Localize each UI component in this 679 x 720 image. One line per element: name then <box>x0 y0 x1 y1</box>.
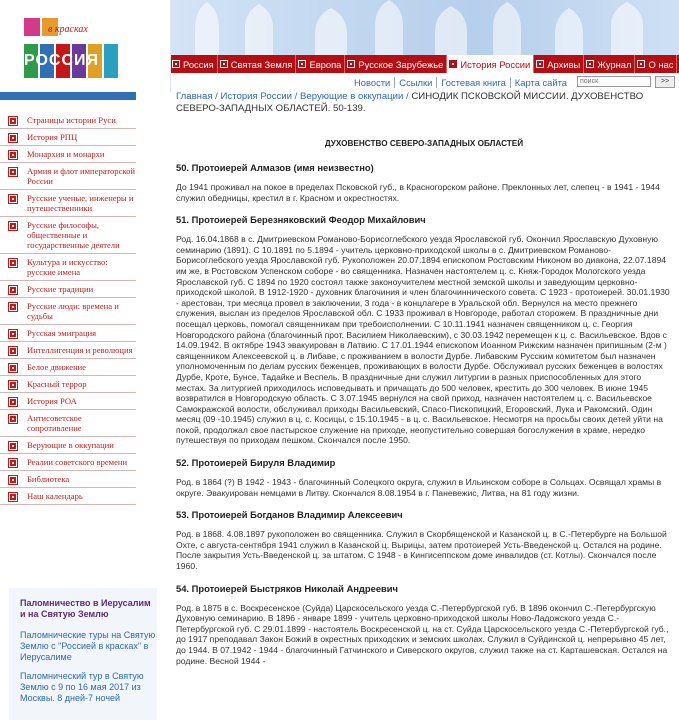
square-bullet-icon <box>172 60 180 68</box>
pilgrimage-promo <box>9 588 157 720</box>
entry-title: 51. Протоиерей Березняковский Феодор Михайлович <box>176 214 426 226</box>
entry-title: 52. Протоиерей Бируля Владимир <box>176 457 336 469</box>
entry-title: 50. Протоиерей Алмазов (имя неизвестно) <box>176 162 374 173</box>
square-bullet-icon <box>9 330 17 338</box>
topnav-item[interactable] <box>584 55 635 73</box>
sidebar-item[interactable] <box>0 298 136 325</box>
sidebar-item[interactable] <box>0 163 136 190</box>
entry-text: Род. 16.04.1868 в с. Дмитриевском Романово-Борисоглебского уезда Ярославской губ. Окончил Ярославскую Духовную семинарию (1891). С 10.1891 по 5.1894 - учитель церковно-приходской школы в с. Дмитриевском Романово-Борисоглебского уезда Ярославской губ. Рукоположен 20.07.1894 епископом Ростовским Никоном во диакона, 22.07.1894 им же, в Ростовском Успенском соборе - во священника. Назначен настоятелем ц. с. Княж-Городок Мологского уезда Ярославской губ. С 1894 по 1920 состоял также законоучителем местной земской школы и заведующим церковно-приходской школой. В 1912-1920 - духовник благочиния и член благочиннического совета. С 1923 - протоиерей. 30.01.1930 - арестован, три месяца провел в заключении, 3 года - в концлагере в Уральской обл. Вернулся на место прежнего служения, выслан из пределов Ярославской обл. С 1933 проживал в Новгороде, работал сторожем. В праздничные дни посещал церковь, помогал священникам при требоисполнении. С 10.11.1941 назначен священником ц. с. Георгия Новгородского района (благочинный прот. Василием Николаевским), с 30.03.1942 перемещен к ц. с. Васильевское. Вдов с 14.09.1942. В октябре 1943 эвакуирован в Латвию. С 17.01.1944 епископом Иоанном Рижским назначен припишным (2-м ) священником Алексеевской ц. в Либаве, с проживанием в волости Дурбе. Либавским Русским комитетом был назначен уполномоченным по делам русских беженцев, проживающих в волости Дурбе. Обслуживал русских беженцев в волостях Дурбе, Кроте, Бунсе, Тадайке и Веспель. В праздничные дни служил литургии в разных приспособленных для этого местах. За литургией приходилось исповедывать и причащать до 500 человек, крестить до 300 человек. В июне 1945 возвратился в Новгородскую область. С 3.07.1945 вернулся на свой приход, назначен настоятелем ц. с. Васильевское Самокражской волости, обслуживал приходы Васильевский, Спасо-Пископицкий, Егоровский, Лука и Ракомский. Один месяц (09 -10.1945) служил в ц. с. Косицы, с 15.10.1945 - в ц. с. Васильевское. Несмотря на просьбы своих детей уйти на покой, продолжал свое пастырское служение на приходе, неопустительно совершая богослужения в храме, нередко путешествуя по приходам пешком. Скончался после 1950. <box>176 234 670 446</box>
sidebar-item-label: Армия и флот императорской России <box>27 166 136 186</box>
topnav-item[interactable] <box>296 55 345 73</box>
sidebar-item-label: Белое движение <box>27 362 87 372</box>
breadcrumb: Главная / История России / Верующие в оккупации / СИНОДИК ПСКОВСКОЙ МИССИИ. ДУХОВЕНСТВО СЕВЕРО-ЗАПАДНЫХ ОБЛАСТЕЙ. 50-139. <box>176 91 644 114</box>
topnav-label: Россия <box>183 58 214 70</box>
sidebar-item-label: Библиотека <box>27 474 70 484</box>
sidebar-item-label: Русские ученые, инженеры и путешественники <box>27 193 134 213</box>
square-bullet-icon <box>347 60 355 68</box>
sidebar-item[interactable] <box>0 325 136 342</box>
entry-text: Род. в 1868. 4.08.1897 рукоположен во священника. Служил в Скорбященской и Казанской ц. в С.-Петербурге на Большой Охте, с августа-сентября 1941 служил в Казанской ц. Вырицы, затем протоиерей Усть-Введенской ц. Остался на родине. После закрытия Усть-Введенской ц. за штатом. С 1948 - в Кингисеппском доме инвалидов (ст. Котлы). Скончался после 1960. <box>176 529 667 572</box>
sidebar-item[interactable] <box>0 393 136 410</box>
logo-main-text: РОССИЯ <box>24 52 100 69</box>
square-bullet-icon <box>9 117 17 125</box>
sidebar-item-label: Верующие в оккупации <box>27 440 114 450</box>
breadcrumb-history[interactable]: История России <box>220 91 293 102</box>
entry-text: Род. в 1875 в с. Воскресенское (Суйда) Царскосельского уезда С.-Петербургской губ. В 1896 окончил С.-Петербургскую Духовную семинарию. В 1896 - январе 1899 - учитель церковно-приходской школы Ново-Ладожского уезда С.-Петербургской губ. С 29.01.1899 - настоятель Воскресенской ц. на ст. Суйда Царскосельского уезда С.-Петербургской губ., до 1917 преподавал Закон Божий в окрестных приходских и земских школах. Служил в Суйдинской ц. непрерывно 45 лет, до 1944. В 07.1942 - 1944 - благочинный Гатчинского и Сиверского округов, служил также на ст. Карташевская. Остался на родине. Весной 1944 - <box>176 602 669 666</box>
breadcrumb-home[interactable]: Главная <box>176 91 213 102</box>
search-button[interactable]: >> <box>655 76 675 88</box>
search-input[interactable] <box>577 76 651 87</box>
sidebar-item[interactable] <box>0 376 136 393</box>
sidebar-item-label: Русская эмиграция <box>27 328 97 338</box>
sidebar-item-label: Монархия и монархи <box>27 149 105 159</box>
sidebar-item-label: Русские люди: времена и судьбы <box>27 301 119 321</box>
topnav-item[interactable] <box>218 55 297 73</box>
sidebar-item-label: Русские философы, общественные и государственные деятели <box>27 220 120 250</box>
section-title: ДУХОВЕНСТВО СЕВЕРО-ЗАПАДНЫХ ОБЛАСТЕЙ <box>324 139 524 148</box>
sidebar-item[interactable] <box>0 190 136 217</box>
entries-list <box>176 162 672 666</box>
sidebar-item[interactable] <box>0 437 136 454</box>
sidebar-item[interactable] <box>0 254 136 281</box>
sidebar-item-label: Культура и искусство: русские имена <box>27 257 108 277</box>
square-bullet-icon <box>9 222 17 230</box>
square-bullet-icon <box>9 347 17 355</box>
topnav-item[interactable] <box>170 55 218 73</box>
sidebar-item-label: Русские традиции <box>27 284 94 294</box>
square-bullet-icon <box>9 476 17 484</box>
sidebar-item[interactable] <box>0 488 136 505</box>
sidebar-item[interactable] <box>0 359 136 376</box>
square-bullet-icon <box>9 398 17 406</box>
square-bullet-icon <box>586 60 594 68</box>
sidebar-item[interactable] <box>0 471 136 488</box>
top-navigation <box>170 55 679 73</box>
square-bullet-icon <box>9 381 17 389</box>
topnav-label: Русское Зарубежье <box>358 58 444 70</box>
square-bullet-icon <box>9 303 17 311</box>
square-bullet-icon <box>298 60 306 68</box>
sidebar-item[interactable] <box>0 129 136 146</box>
square-bullet-icon <box>9 442 17 450</box>
square-bullet-icon <box>9 286 17 294</box>
topnav-item[interactable] <box>534 55 584 73</box>
sidebar-item[interactable] <box>0 281 136 298</box>
secondary-navigation <box>350 74 571 90</box>
subnav-links[interactable]: Ссылки <box>395 77 437 88</box>
square-bullet-icon <box>9 151 17 159</box>
sidebar-item[interactable] <box>0 454 136 471</box>
square-bullet-icon <box>9 134 17 142</box>
subnav-guestbook[interactable]: Гостевая книга <box>437 77 510 88</box>
subnav-news[interactable]: Новости <box>350 77 395 88</box>
square-bullet-icon <box>9 493 17 501</box>
square-bullet-icon <box>449 60 457 68</box>
square-bullet-icon <box>536 60 544 68</box>
square-bullet-icon <box>220 60 228 68</box>
sidebar-item-label: Наш календарь <box>27 491 83 501</box>
sidebar-item-label: История РПЦ <box>27 132 78 142</box>
sidebar-item[interactable] <box>0 410 136 437</box>
square-bullet-icon <box>637 60 645 68</box>
square-bullet-icon <box>9 195 17 203</box>
church-domes-decoration <box>175 0 679 55</box>
topnav-label: Святая Земля <box>230 58 293 70</box>
main-content <box>176 91 672 677</box>
entry-title: 53. Протоиерей Богданов Владимир Алексеевич <box>176 509 403 521</box>
square-bullet-icon <box>9 415 17 423</box>
sidebar-item[interactable] <box>0 342 136 359</box>
topnav-label: Европа <box>309 58 342 70</box>
breadcrumb-believers[interactable]: Верующие в оккупации <box>300 91 404 102</box>
breadcrumb-current: СИНОДИК ПСКОВСКОЙ МИССИИ. ДУХОВЕНСТВО СЕВЕРО-ЗАПАДНЫХ ОБЛАСТЕЙ. 50-139. <box>176 91 644 114</box>
sidebar-item-label: Страницы истории Руси <box>27 115 116 125</box>
topnav-item[interactable] <box>345 55 447 73</box>
topnav-label: Журнал <box>597 58 632 70</box>
sidebar-item-label: История РОА <box>27 396 77 406</box>
sidebar-item[interactable] <box>0 112 136 129</box>
topnav-item[interactable] <box>635 55 677 73</box>
subnav-sitemap[interactable]: Карта сайта <box>514 76 568 88</box>
square-bullet-icon <box>9 168 17 176</box>
sidebar-item[interactable] <box>0 146 136 163</box>
square-bullet-icon <box>9 259 17 267</box>
square-bullet-icon <box>9 459 17 467</box>
sidebar-item-label: Интеллигенция и революция <box>27 345 133 355</box>
promo-title[interactable]: Паломничество в Иерусалим и на Святую Землю <box>20 598 151 619</box>
promo-item[interactable]: Паломнический тур в Святую Землю с 9 по 16 мая 2017 из Москвы. 8 дней-7 ночей <box>20 671 144 703</box>
square-bullet-icon <box>9 364 17 372</box>
sidebar-item-label: Красный террор <box>27 379 87 389</box>
logo-top-text: в красках <box>48 24 88 35</box>
topnav-label: О нас <box>648 58 674 70</box>
topnav-label: Архивы <box>547 58 581 70</box>
sidebar-top-bar <box>0 92 136 100</box>
sidebar-item[interactable] <box>0 217 136 254</box>
entry-title: 54. Протоиерей Быстряков Николай Андреевич <box>176 582 399 594</box>
topnav-label: История России <box>460 58 531 70</box>
site-logo[interactable] <box>0 0 171 92</box>
promo-item[interactable]: Паломнические туры на Святую Землю с "Россией в красках" в Иерусалиме <box>20 630 156 662</box>
sidebar-item-label: Реалии советского времени <box>27 457 128 467</box>
sidebar-menu <box>0 112 136 505</box>
entry-text: До 1941 проживал на покое в пределах Псковской губ., в Красногорском районе. Преклонных лет, слепец - в 1941 - 1944 служил обедницы, крестил в г. Красном и окрестностях. <box>176 182 660 203</box>
entry-text: Род. в 1864 (?) В 1942 - 1943 - благочинный Солецкого округа, служил в Ильинском соборе в Сольцах. Освящал храмы в округе. Эвакуирован немцами в Литву. Скончался 8.08.1954 в г. Паневежис, Литва, на 81 году жизни. <box>176 477 662 498</box>
topnav-item[interactable] <box>447 55 534 73</box>
sidebar-item-label: Антисоветское сопротивление <box>27 413 82 433</box>
